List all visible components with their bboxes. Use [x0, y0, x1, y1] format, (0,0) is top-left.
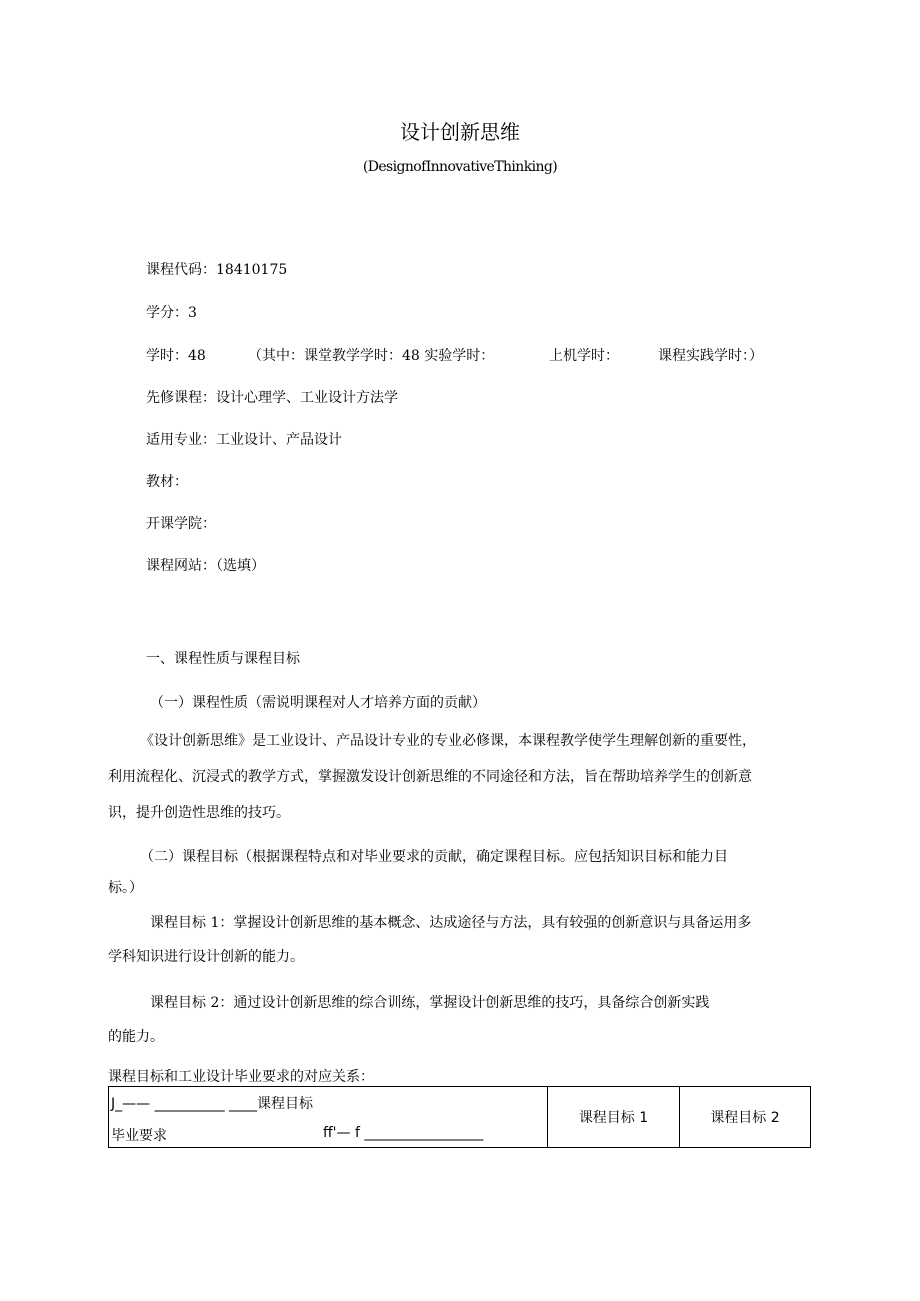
course-hours-detail: （其中：课堂教学学时：48 实验学时：: [248, 348, 495, 364]
course-website-value: （选填）: [216, 558, 265, 574]
subsection-goals: [140, 846, 728, 866]
goal-2-line-1: 课程目标 2：通过设计创新思维的综合训练，掌握设计创新思维的技巧，具备综合创新实践: [150, 995, 710, 1011]
course-website-label: 课程网站：: [146, 558, 216, 574]
table-header-bottom-right: ff'— f _________________: [323, 1125, 484, 1141]
page-subtitle: (DesignofInnovativeThinking): [362, 159, 558, 175]
page-title: 设计创新思维: [400, 120, 520, 144]
table-header-goal-2: [679, 1087, 810, 1148]
course-hours-label: 学时：: [146, 348, 188, 364]
course-hours-practice: 课程实践学时：）: [658, 348, 763, 364]
table-header-diagonal-cell: [109, 1087, 548, 1148]
course-code-label: 课程代码：: [146, 262, 216, 278]
subsection-goals-label: （二）课程目标: [140, 849, 238, 865]
table-header-top: J_—— __________ ____课程目标: [111, 1096, 314, 1112]
course-code: [146, 259, 287, 279]
section-heading: 一、课程性质与课程目标: [146, 651, 300, 667]
subsection-goals-note-1: （根据课程特点和对毕业要求的贡献，确定课程目标。应包括知识目标和能力目: [238, 849, 728, 865]
nature-line-2: 利用流程化、沉浸式的教学方式，掌握激发设计创新思维的不同途径和方法，旨在帮助培养学生的创新意: [108, 769, 752, 785]
course-prerequisites-value: 设计心理学、工业设计方法学: [216, 390, 398, 406]
goal-2-line-2: 的能力。: [108, 1029, 164, 1045]
nature-line-1: 《设计创新思维》是工业设计、产品设计专业的专业必修课，本课程教学使学生理解创新的重要性，: [140, 733, 756, 749]
course-website: [146, 555, 265, 575]
table-row: [109, 1087, 811, 1148]
table-header-goal-1: [548, 1087, 680, 1148]
course-major: [146, 429, 342, 449]
table-header-goal-2-label: 课程目标 2: [710, 1110, 780, 1126]
course-major-value: 工业设计、产品设计: [216, 432, 342, 448]
table-header-goal-1-label: 课程目标 1: [578, 1110, 649, 1126]
course-credit-value: 3: [188, 305, 197, 321]
course-college: [146, 513, 216, 533]
subsection-nature-label: （一）课程性质: [150, 695, 248, 711]
course-hours-value: 48: [188, 348, 206, 364]
goals-mapping-table: [108, 1086, 811, 1148]
course-prerequisites-label: 先修课程：: [146, 390, 216, 406]
goal-1-line-2: 学科知识进行设计创新的能力。: [108, 949, 304, 965]
subsection-nature-note: （需说明课程对人才培养方面的贡献）: [248, 695, 486, 711]
course-credit-label: 学分：: [146, 305, 188, 321]
nature-line-3: 识，提升创造性思维的技巧。: [108, 805, 290, 821]
table-caption: 课程目标和工业设计毕业要求的对应关系：: [108, 1069, 374, 1085]
subsection-goals-note-2: 标。）: [108, 880, 143, 896]
subsection-nature: [150, 692, 486, 712]
course-prerequisites: [146, 387, 398, 407]
course-hours: [146, 345, 206, 365]
course-credit: [146, 302, 197, 322]
course-code-value: 18410175: [216, 262, 288, 278]
course-major-label: 适用专业：: [146, 432, 216, 448]
goal-1-line-1: 课程目标 1：掌握设计创新思维的基本概念、达成途径与方法，具有较强的创新意识与具备运用多: [150, 915, 752, 931]
table-header-bottom-left: 毕业要求: [111, 1128, 167, 1144]
course-hours-computer: 上机学时：: [549, 348, 619, 364]
course-college-label: 开课学院：: [146, 516, 216, 532]
course-textbook-label: 教材：: [146, 474, 188, 490]
course-textbook: [146, 471, 188, 491]
